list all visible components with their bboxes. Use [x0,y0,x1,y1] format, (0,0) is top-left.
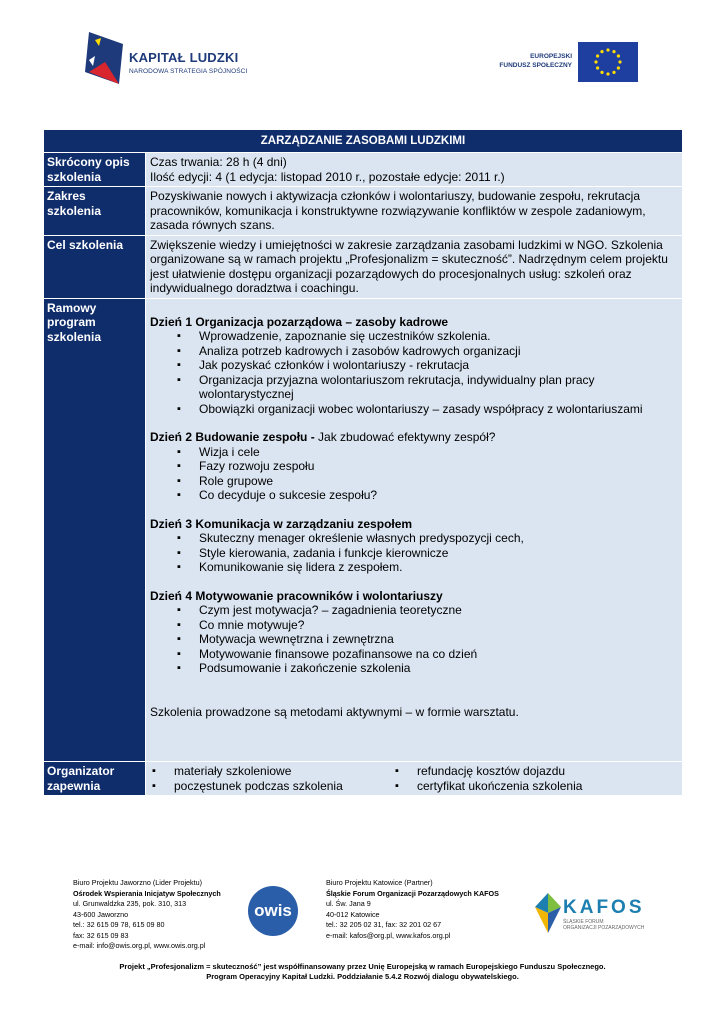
row-label: Ramowy program szkolenia [44,299,145,762]
day-4-list [150,603,678,676]
list-item: ▪ certyfikat ukończenia szkolenia [395,779,640,794]
list-item: ▪ Wprowadzenie, zapoznanie się uczestników szkolenia. [177,329,678,344]
list-item: ▪ Style kierowania, zadania i funkcje kierownicze [177,546,678,561]
jaworzno-office-contact: Biuro Projektu Jaworzno (Lider Projektu) Ośrodek Wspierania Inicjatyw Społecznych ul. Grunwaldzka 235, pok. 310, 313 43-600 Jaworzno tel.: 32 615 09 78, 615 09 80 fax: 32 615 09 83 e-mail: info@owis.org.pl, www.owis.org.pl [73,878,221,950]
list-item: ▪ Wizja i cele [177,445,678,460]
owis-logo: owis [248,886,298,936]
kafos-logo [535,893,645,943]
row-content [146,187,682,235]
training-table [44,130,682,795]
table-title: ZARZĄDZANIE ZASOBAMI LUDZKIMI [44,130,682,152]
kafos-diamond-icon [535,893,561,933]
day-2-title: Dzień 2 Budowanie zespołu - Jak zbudować efektywny zespół? [150,430,496,444]
list-item: ▪ Skuteczny menager określenie własnych predyspozycji cech, [177,531,678,546]
day-1-list [150,329,678,416]
kapital-ludzki-logo [85,32,285,84]
eu-flag-icon [578,42,638,82]
row-skrocony-opis [44,152,682,186]
list-item: ▪ Podsumowanie i zakończenie szkolenia [177,661,678,676]
list-item: ▪ Jak pozyskać członków i wolontariuszy - rekrutacja [177,358,678,373]
row-label: Organizator zapewnia [44,762,145,795]
day-3-title: Dzień 3 Komunikacja w zarządzaniu zespołem [150,516,413,531]
methods-text: Szkolenia prowadzone są metodami aktywnymi – w formie warsztatu. [150,704,519,719]
list-item: ▪ Czym jest motywacja? – zagadnienia teoretyczne [177,603,678,618]
efs-logo [488,42,638,82]
row-content [146,762,682,795]
kapital-ludzki-flag-icon [85,32,123,84]
day-3-list [150,531,678,575]
list-item: ▪ Motywacja wewnętrzna i zewnętrzna [177,632,678,647]
list-item: ▪ Role grupowe [177,474,678,489]
provided-col-2 [395,764,640,793]
list-item: ▪ Fazy rozwoju zespołu [177,459,678,474]
provided-items [150,764,678,793]
row-program [44,298,682,762]
list-item: ▪ Co decyduje o sukcesie zespołu? [177,488,678,503]
kapital-ludzki-subtitle: NARODOWA STRATEGIA SPÓJNOŚCI [129,68,248,75]
row-zakres [44,186,682,235]
footer [0,878,725,998]
provided-col-1 [150,764,395,793]
list-item: ▪ Obowiązki organizacji wobec wolontariuszy – zasady współpracy z wolontariuszami [177,402,678,417]
list-item: ▪ Komunikowanie się lidera z zespołem. [177,560,678,575]
kapital-ludzki-title: KAPITAŁ LUDZKI [129,50,239,65]
katowice-office-contact: Biuro Projektu Katowice (Partner) Śląskie Forum Organizacji Pozarządowych KAFOS ul. Św. Jana 9 40-012 Katowice tel.: 32 205 02 31, fax: 32 201 02 67 e-mail: kafos@org.pl, www.kafos.org.pl [326,878,499,940]
editions-text: Ilość edycji: 4 (1 edycja: listopad 2010 r., pozostałe edycje: 2011 r.) [150,169,505,184]
duration-text: Czas trwania: 28 h (4 dni) [150,155,287,169]
goal-text: Zwiększenie wiedzy i umiejętności w zakresie zarządzania zasobami ludzkimi w NGO. Szkolenia organizowane są w ramach projektu „Profesjonalizm = skuteczność”. Nadrzędnym celem projektu jest ułatwienie dostępu organizacji pozarządowych do procesjonalnych usług: szkoleń oraz indywidualnego doradztwa i coachingu. [150,237,668,295]
row-label: Cel szkolenia [44,236,145,298]
list-item: ▪ Co mnie motywuje? [177,618,678,633]
efs-label: EUROPEJSKI FUNDUSZ SPOŁECZNY [499,53,572,69]
kafos-subtitle: ŚLĄSKIE FORUM ORGANIZACJI POZARZĄDOWYCH [563,919,645,931]
kafos-wordmark: KAFOS [563,897,645,918]
scope-text: Pozyskiwanie nowych i aktywizacja członków i wolontariuszy, budowanie zespołu, rekrutacja pracowników, komunikacja i konstruktywne rozwiązywanie konfliktów w zespole zadaniowym, zasada równych szans. [150,189,646,232]
list-item: ▪ Analiza potrzeb kadrowych i zasobów kadrowych organizacji [177,344,678,359]
day-4-title: Dzień 4 Motywowanie pracowników i wolontariuszy [150,588,443,603]
list-item: ▪ Motywowanie finansowe pozafinansowe na co dzień [177,647,678,662]
row-label: Zakres szkolenia [44,187,145,235]
row-content [146,236,682,298]
list-item: ▪ refundację kosztów dojazdu [395,764,640,779]
row-cel [44,235,682,298]
list-item: ▪ materiały szkoleniowe [152,764,395,779]
row-label: Skrócony opis szkolenia [44,153,145,186]
list-item: ▪ Organizacja przyjazna wolontariuszom rekrutacja, indywidualny plan pracy wolontarystycznej [177,373,678,402]
cofinancing-note: Projekt „Profesjonalizm = skuteczność” jest współfinansowany przez Unię Europejską w ramach Europejskiego Funduszu Społecznego. Program Operacyjny Kapitał Ludzki. Poddziałanie 5.4.2 Rozwój dialogu obywatelskiego. [119,962,606,981]
day-2-list [150,445,678,503]
day-1-title: Dzień 1 Organizacja pozarządowa – zasoby kadrowe [150,314,449,329]
row-content [146,153,682,186]
row-organizator [44,761,682,795]
row-content [146,299,682,762]
list-item: ▪ poczęstunek podczas szkolenia [152,779,395,794]
